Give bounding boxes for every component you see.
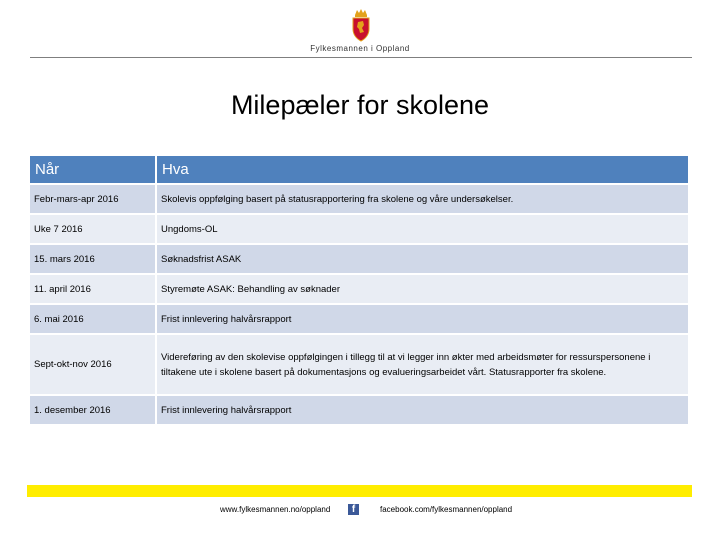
cell-what: Søknadsfrist ASAK [157, 245, 690, 273]
table-row [30, 275, 690, 303]
cell-what: Skolevis oppfølging basert på statusrapportering fra skolene og våre undersøkelser. [157, 185, 690, 213]
cell-when: 6. mai 2016 [30, 305, 157, 333]
cell-what: Frist innlevering halvårsrapport [157, 305, 690, 333]
cell-when: 11. april 2016 [30, 275, 157, 303]
column-header-when: Når [30, 156, 157, 183]
cell-what: Ungdoms-OL [157, 215, 690, 243]
header-divider [30, 57, 692, 58]
cell-what: Frist innlevering halvårsrapport [157, 396, 690, 424]
table-row [30, 185, 690, 213]
table-header-row [30, 156, 690, 183]
table-row [30, 305, 690, 333]
facebook-icon: f [348, 504, 359, 515]
coat-of-arms-icon [348, 8, 374, 42]
column-header-what: Hva [157, 156, 690, 183]
cell-when: Sept-okt-nov 2016 [30, 335, 157, 394]
cell-what: Styremøte ASAK: Behandling av søknader [157, 275, 690, 303]
organization-name: Fylkesmannen i Oppland [310, 44, 410, 53]
milestones-table [30, 154, 690, 426]
table-row [30, 245, 690, 273]
website-link[interactable]: www.fylkesmannen.no/oppland [220, 505, 331, 514]
cell-when: Uke 7 2016 [30, 215, 157, 243]
page-title: Milepæler for skolene [230, 90, 490, 120]
cell-what: Videreføring av den skolevise oppfølgingen i tillegg til at vi legger inn økter med arbeidsmøter for ressurspersonene i tiltakene ute i skolene basert på dokumentasjons og evalueringsarbeidet vårt. Statusrapporter fra skolene. [157, 335, 690, 394]
table-row [30, 215, 690, 243]
table-row [30, 396, 690, 424]
footer-accent-bar [27, 485, 692, 497]
table-row [30, 335, 690, 394]
cell-when: 1. desember 2016 [30, 396, 157, 424]
cell-when: Febr-mars-apr 2016 [30, 185, 157, 213]
facebook-link[interactable]: facebook.com/fylkesmannen/oppland [380, 505, 513, 514]
cell-when: 15. mars 2016 [30, 245, 157, 273]
